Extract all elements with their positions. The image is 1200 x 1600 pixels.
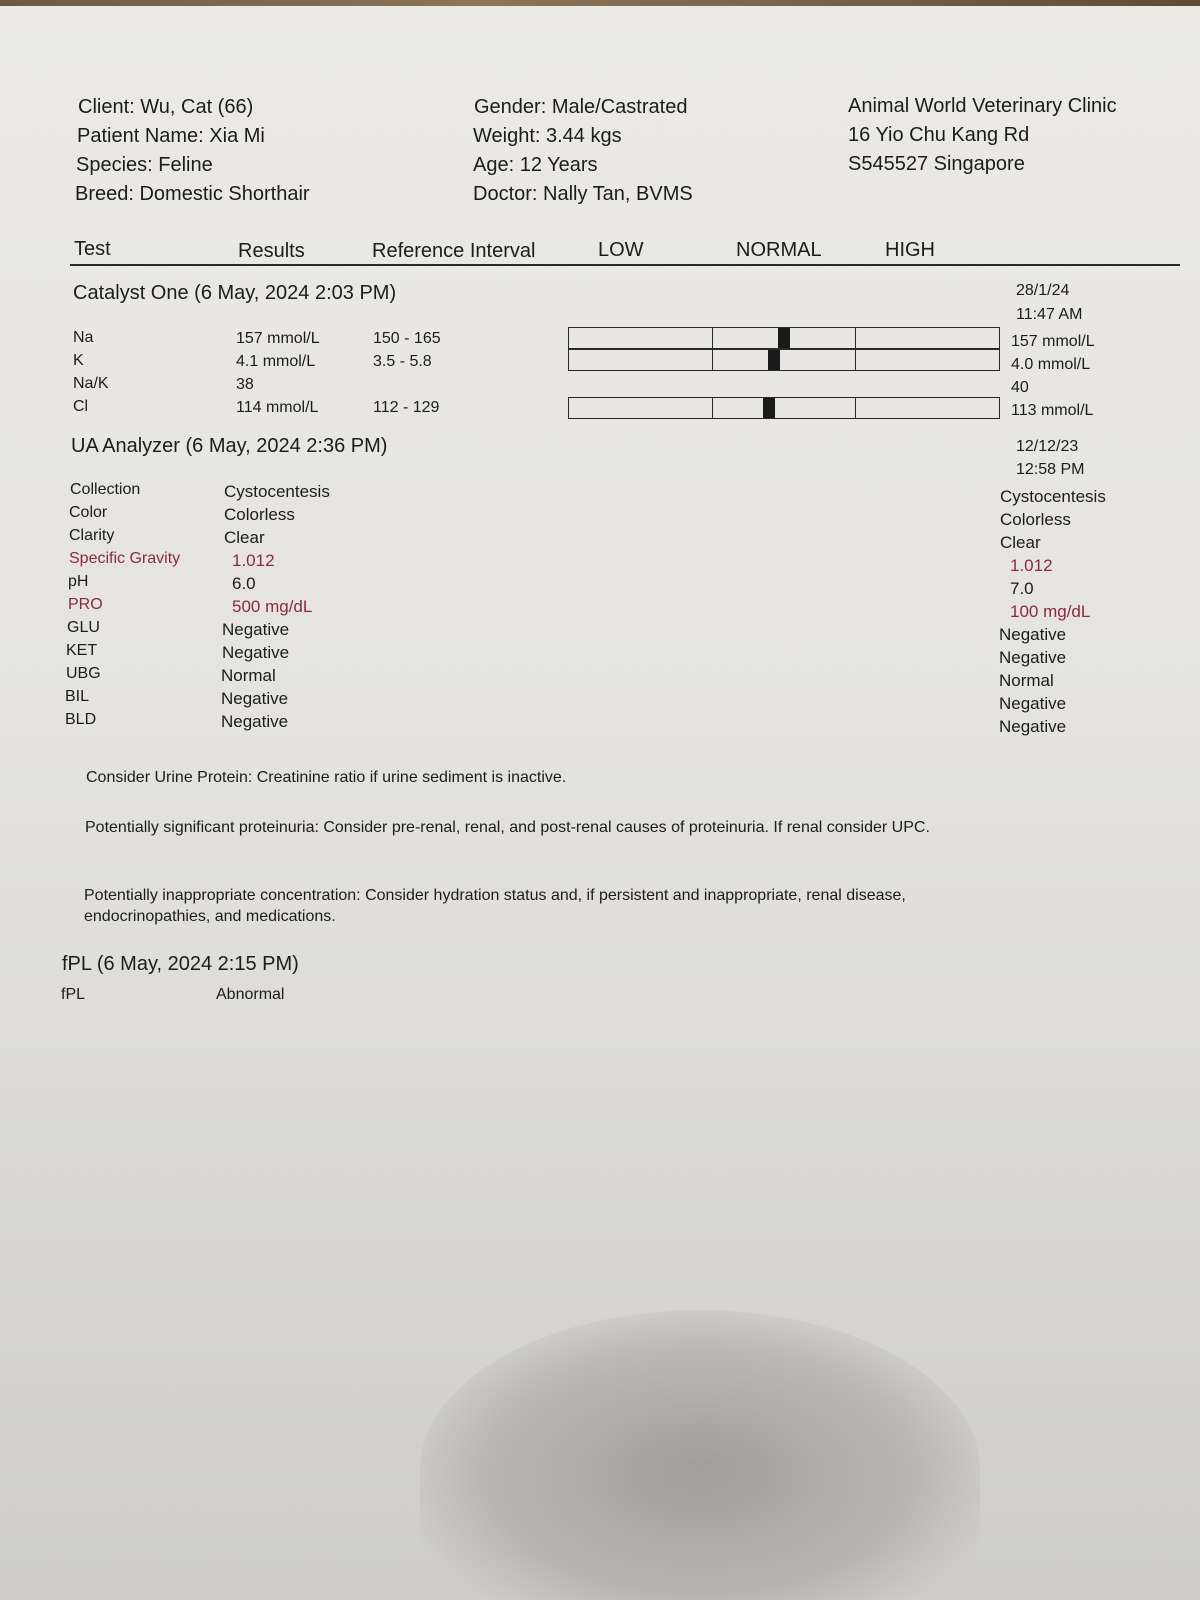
col-reference: Reference Interval xyxy=(372,240,536,262)
test-name: BIL xyxy=(65,688,90,705)
gauge-normal-segment xyxy=(713,328,857,348)
gauge-high-segment xyxy=(856,328,999,348)
test-name: Collection xyxy=(70,481,141,498)
col-high: HIGH xyxy=(885,239,935,261)
note-proteinuria: Potentially significant proteinuria: Consider pre-renal, renal, and post-renal causes of proteinuria. If renal consider UPC. xyxy=(85,819,930,836)
test-name: K xyxy=(73,352,84,369)
test-result: 114 mmol/L xyxy=(236,399,319,416)
weight-label: Weight: 3.44 kgs xyxy=(473,125,622,147)
test-name: Specific Gravity xyxy=(69,550,181,567)
previous-result: Negative xyxy=(999,648,1067,667)
previous-result: Cystocentesis xyxy=(1000,487,1106,506)
fpl-title: fPL (6 May, 2024 2:15 PM) xyxy=(62,953,299,975)
catalyst-prev-date: 28/1/24 xyxy=(1016,282,1070,299)
test-name: Color xyxy=(69,504,108,521)
reference-interval: 112 - 129 xyxy=(373,399,440,416)
previous-result: 1.012 xyxy=(1010,556,1053,575)
test-name: Na/K xyxy=(73,375,109,392)
previous-result: Negative xyxy=(999,625,1067,644)
clinic-address: 16 Yio Chu Kang Rd xyxy=(848,124,1030,146)
test-name: Cl xyxy=(73,398,89,415)
gauge-normal-segment xyxy=(713,398,857,418)
gauge-marker xyxy=(778,328,790,348)
test-result: Cystocentesis xyxy=(224,482,330,501)
test-result: Negative xyxy=(222,643,290,662)
col-low: LOW xyxy=(598,239,644,261)
test-result: 4.1 mmol/L xyxy=(236,353,316,370)
gauge-low-segment xyxy=(569,328,713,348)
ua-prev-time: 12:58 PM xyxy=(1016,461,1085,478)
previous-result: 157 mmol/L xyxy=(1011,333,1095,350)
gauge-k xyxy=(568,349,1000,371)
test-result: Abnormal xyxy=(216,986,285,1003)
test-result: Negative xyxy=(222,620,290,639)
catalyst-prev-time: 11:47 AM xyxy=(1016,306,1083,323)
test-name: PRO xyxy=(68,596,103,613)
test-result: Normal xyxy=(221,666,276,685)
gauge-high-segment xyxy=(856,398,999,418)
gauge-cl xyxy=(568,397,1000,419)
note-concentration: Potentially inappropriate concentration: Consider hydration status and, if persistent and inappropriate, renal disease, endocrinopathies, and medications. xyxy=(84,887,906,925)
previous-result: 7.0 xyxy=(1010,579,1034,598)
doctor-label: Doctor: Nally Tan, BVMS xyxy=(473,183,693,205)
col-normal: NORMAL xyxy=(736,239,822,261)
reference-interval: 3.5 - 5.8 xyxy=(373,353,432,370)
gauge-high-segment xyxy=(856,350,999,370)
gender-label: Gender: Male/Castrated xyxy=(474,96,688,118)
species-label: Species: Feline xyxy=(76,154,213,176)
previous-result: 100 mg/dL xyxy=(1010,602,1091,621)
ua-title: UA Analyzer (6 May, 2024 2:36 PM) xyxy=(71,435,388,457)
test-name: Clarity xyxy=(69,527,115,544)
previous-result: 113 mmol/L xyxy=(1011,402,1094,419)
test-name: Na xyxy=(73,329,94,346)
test-result: 1.012 xyxy=(232,551,275,570)
patient-name-label: Patient Name: Xia Mi xyxy=(77,125,265,147)
previous-result: Negative xyxy=(999,717,1067,736)
test-name: BLD xyxy=(65,711,97,728)
test-result: Colorless xyxy=(224,505,295,524)
col-results: Results xyxy=(238,240,305,262)
age-label: Age: 12 Years xyxy=(473,154,598,176)
reference-interval: 150 - 165 xyxy=(373,330,441,347)
gauge-na xyxy=(568,327,1000,349)
gauge-low-segment xyxy=(569,350,713,370)
test-name: GLU xyxy=(67,619,100,636)
clinic-name: Animal World Veterinary Clinic xyxy=(848,95,1117,117)
test-result: 6.0 xyxy=(232,574,256,593)
note-upc: Consider Urine Protein: Creatinine ratio if urine sediment is inactive. xyxy=(86,769,567,786)
gauge-marker xyxy=(768,350,780,370)
test-name: UBG xyxy=(66,665,101,682)
previous-result: 40 xyxy=(1011,379,1029,396)
test-result: 38 xyxy=(236,376,254,393)
shadow-overlay xyxy=(420,1310,980,1600)
ua-prev-date: 12/12/23 xyxy=(1016,438,1079,455)
paper-top-edge xyxy=(0,0,1200,6)
catalyst-title: Catalyst One (6 May, 2024 2:03 PM) xyxy=(73,282,397,304)
gauge-marker xyxy=(763,398,775,418)
test-result: Negative xyxy=(221,689,289,708)
previous-result: 4.0 mmol/L xyxy=(1011,356,1091,373)
test-name: fPL xyxy=(61,986,86,1003)
previous-result: Negative xyxy=(999,694,1067,713)
gauge-low-segment xyxy=(569,398,713,418)
test-result: Negative xyxy=(221,712,289,731)
test-name: pH xyxy=(68,573,89,590)
clinic-postal: S545527 Singapore xyxy=(848,153,1025,175)
previous-result: Colorless xyxy=(1000,510,1071,529)
previous-result: Normal xyxy=(999,671,1054,690)
previous-result: Clear xyxy=(1000,533,1041,552)
col-test: Test xyxy=(74,238,111,260)
breed-label: Breed: Domestic Shorthair xyxy=(75,183,310,205)
test-result: 157 mmol/L xyxy=(236,330,320,347)
gauge-normal-segment xyxy=(713,350,857,370)
header-rule xyxy=(70,264,1180,266)
test-result: 500 mg/dL xyxy=(232,597,313,616)
client-label: Client: Wu, Cat (66) xyxy=(78,96,254,118)
test-result: Clear xyxy=(224,528,265,547)
test-name: KET xyxy=(66,642,98,659)
